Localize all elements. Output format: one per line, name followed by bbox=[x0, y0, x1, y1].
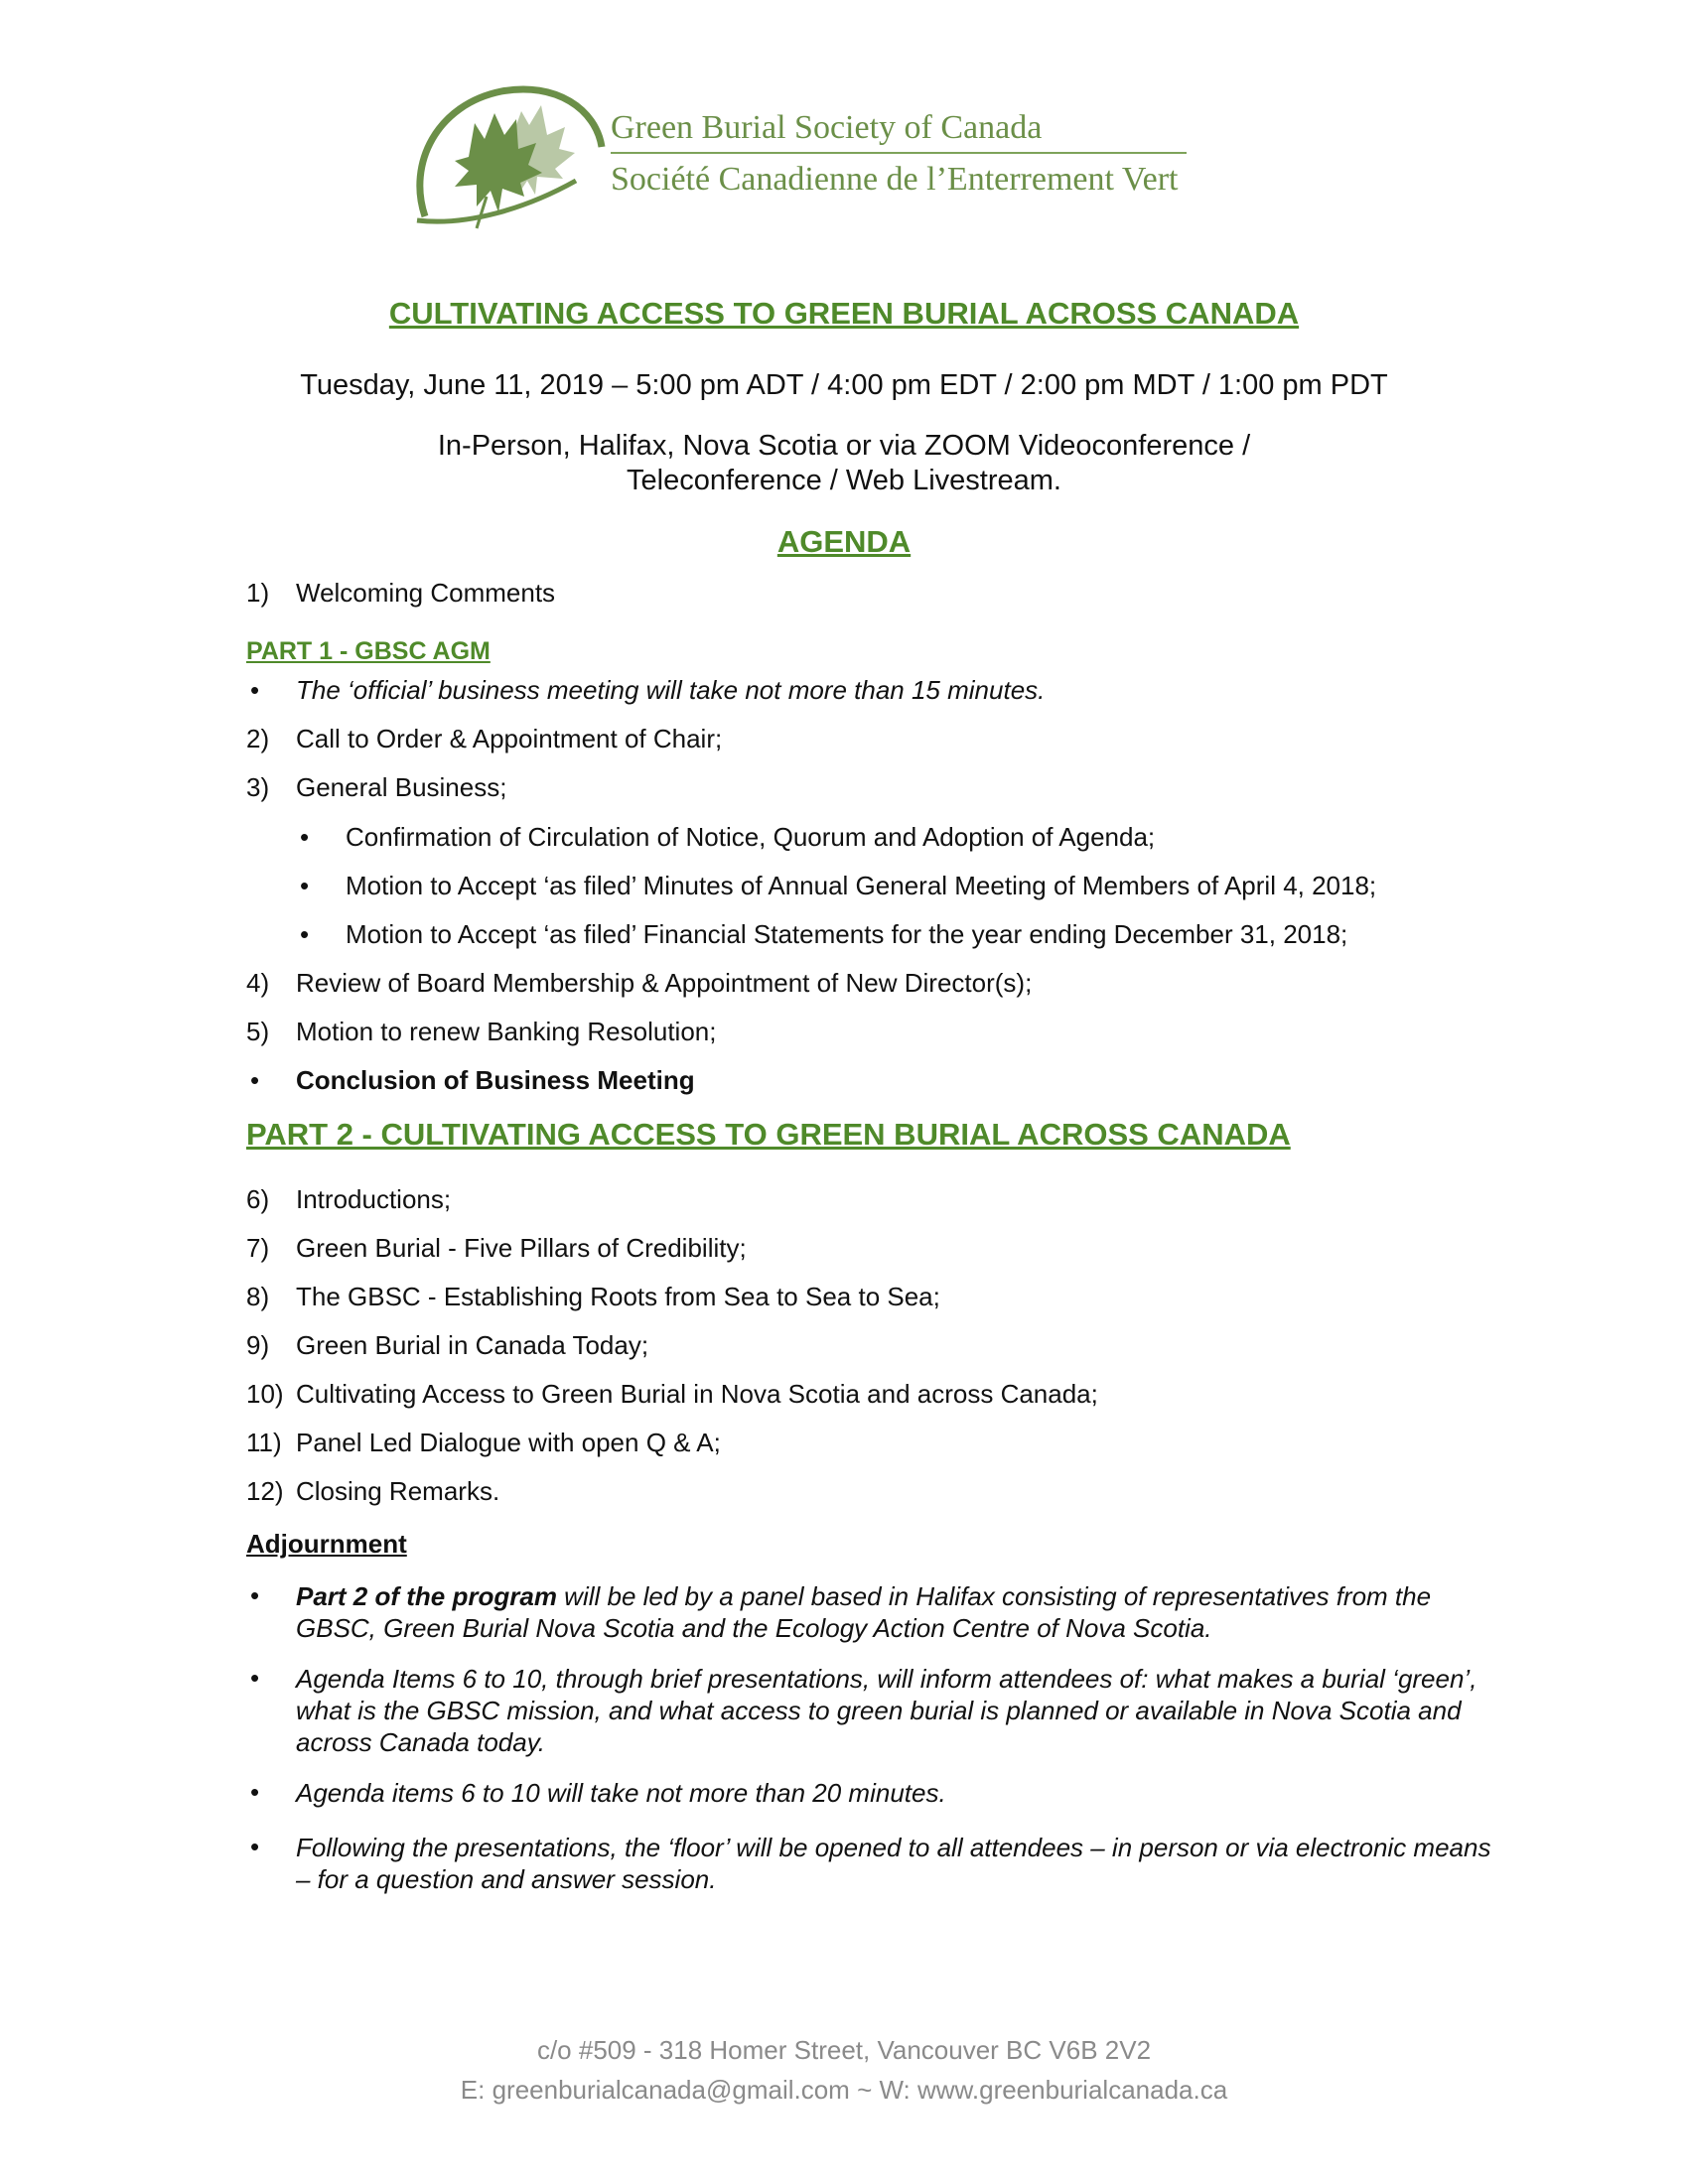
agenda-item-text: Introductions; bbox=[296, 1184, 452, 1214]
agenda-item-number: 6) bbox=[246, 1184, 270, 1214]
org-name-divider bbox=[611, 152, 1187, 154]
agenda-item-text: Closing Remarks. bbox=[296, 1476, 500, 1506]
agenda-item-number: 2) bbox=[246, 724, 270, 753]
footer-address: c/o #509 - 318 Homer Street, Vancouver BC V6B 2V2 bbox=[536, 2035, 1152, 2065]
maple-leaf-logo-icon bbox=[407, 69, 606, 238]
event-location bbox=[0, 429, 1688, 498]
agenda-item-number: 11) bbox=[246, 1428, 282, 1457]
agenda-item-number: 7) bbox=[246, 1233, 270, 1263]
bullet-icon: • bbox=[250, 1663, 260, 1693]
adjournment-note-bold: Part 2 of the program bbox=[296, 1581, 557, 1611]
bullet-icon: • bbox=[250, 1065, 260, 1095]
agenda-item-text: Green Burial - Five Pillars of Credibility; bbox=[296, 1233, 747, 1263]
agenda-item-number: 5) bbox=[246, 1017, 270, 1046]
adjournment-note bbox=[296, 1580, 1497, 1644]
org-name-fr: Société Canadienne de l’Enterrement Vert bbox=[611, 161, 1179, 198]
agenda-item-text: General Business; bbox=[296, 772, 507, 802]
part2-heading: PART 2 - CULTIVATING ACCESS TO GREEN BURIAL ACROSS CANADA bbox=[246, 1117, 1291, 1152]
bullet-icon: • bbox=[250, 1832, 260, 1861]
agenda-heading: AGENDA bbox=[776, 524, 912, 559]
agenda-item-number: 12) bbox=[246, 1476, 284, 1506]
event-datetime: Tuesday, June 11, 2019 – 5:00 pm ADT / 4:00 pm EDT / 2:00 pm MDT / 1:00 pm PDT bbox=[300, 369, 1388, 401]
adjournment-note-text: will be led by a panel based in Halifax consisting of representatives from the GBSC, Green Burial Nova Scotia and the Ecology Action Centre of Nova Scotia. bbox=[296, 1581, 1432, 1643]
event-location-line2: Teleconference / Web Livestream. bbox=[627, 465, 1061, 496]
org-logo bbox=[407, 69, 1192, 238]
agenda-item-text: Motion to renew Banking Resolution; bbox=[296, 1017, 717, 1046]
bullet-icon: • bbox=[250, 1580, 260, 1610]
agenda-item-number: 4) bbox=[246, 968, 270, 998]
footer-contact: E: greenburialcanada@gmail.com ~ W: www.greenburialcanada.ca bbox=[460, 2075, 1228, 2105]
bullet-icon: • bbox=[250, 1777, 260, 1807]
agenda-item-text: Cultivating Access to Green Burial in Nova Scotia and across Canada; bbox=[296, 1379, 1098, 1409]
adjournment-note: Following the presentations, the ‘floor’ will be opened to all attendees – in person or via electronic means – for a question and answer session. bbox=[296, 1833, 1491, 1894]
agenda-item-text: Welcoming Comments bbox=[296, 578, 556, 608]
bullet-icon: • bbox=[300, 919, 310, 949]
agenda-item-number: 8) bbox=[246, 1282, 270, 1311]
agenda-item-number: 10) bbox=[246, 1379, 284, 1409]
bullet-icon: • bbox=[300, 822, 310, 852]
agenda-subitem-text: Motion to Accept ‘as filed’ Financial Statements for the year ending December 31, 2018; bbox=[346, 919, 1348, 949]
agenda-item-number: 3) bbox=[246, 772, 270, 802]
part1-note-text: The ‘official’ business meeting will take not more than 15 minutes. bbox=[296, 675, 1046, 705]
agenda-subitem-text: Confirmation of Circulation of Notice, Quorum and Adoption of Agenda; bbox=[346, 822, 1156, 852]
page-title: CULTIVATING ACCESS TO GREEN BURIAL ACROSS CANADA bbox=[388, 296, 1300, 331]
event-location-line1: In-Person, Halifax, Nova Scotia or via ZOOM Videoconference / bbox=[437, 430, 1251, 462]
agenda-item-number: 1) bbox=[246, 578, 270, 608]
part1-conclusion-text: Conclusion of Business Meeting bbox=[296, 1065, 695, 1095]
agenda-item-text: Green Burial in Canada Today; bbox=[296, 1330, 649, 1360]
agenda-item-text: Review of Board Membership & Appointment of New Director(s); bbox=[296, 968, 1033, 998]
adjournment-heading: Adjournment bbox=[246, 1529, 407, 1559]
adjournment-note: Agenda Items 6 to 10, through brief presentations, will inform attendees of: what makes a burial ‘green’, what is the GBSC mission, and what access to green burial is planned or available in Nova Scotia and across Canada today. bbox=[296, 1664, 1477, 1757]
org-name-en: Green Burial Society of Canada bbox=[611, 109, 1043, 146]
agenda-item-number: 9) bbox=[246, 1330, 270, 1360]
agenda-item-text: Panel Led Dialogue with open Q & A; bbox=[296, 1428, 721, 1457]
part1-heading: PART 1 - GBSC AGM bbox=[246, 637, 491, 665]
bullet-icon: • bbox=[250, 675, 260, 705]
adjournment-note: Agenda items 6 to 10 will take not more than 20 minutes. bbox=[296, 1778, 946, 1808]
agenda-item-text: Call to Order & Appointment of Chair; bbox=[296, 724, 723, 753]
agenda-subitem-text: Motion to Accept ‘as filed’ Minutes of Annual General Meeting of Members of April 4, 2018; bbox=[346, 871, 1377, 900]
bullet-icon: • bbox=[300, 871, 310, 900]
agenda-item-text: The GBSC - Establishing Roots from Sea to Sea to Sea; bbox=[296, 1282, 940, 1311]
